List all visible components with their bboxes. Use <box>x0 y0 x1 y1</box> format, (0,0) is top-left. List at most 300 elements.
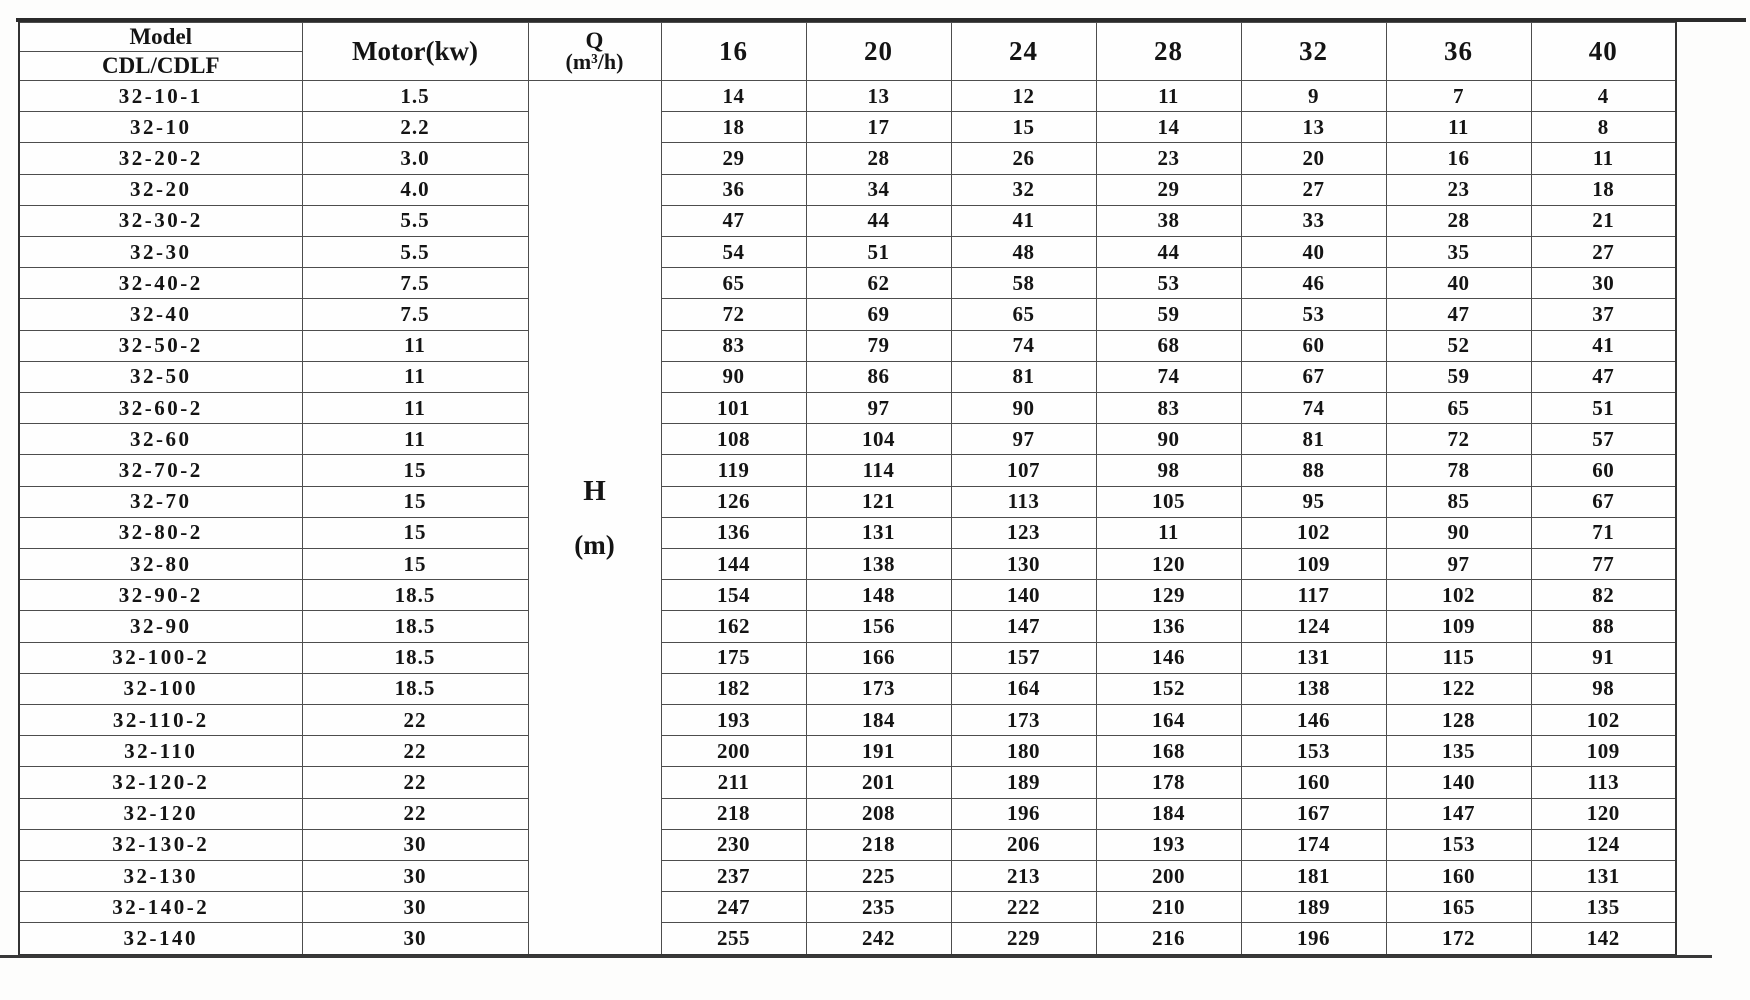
head-value-cell: 81 <box>951 361 1096 392</box>
head-value-cell: 35 <box>1386 237 1531 268</box>
head-value-cell: 157 <box>951 642 1096 673</box>
head-value-cell: 81 <box>1241 424 1386 455</box>
head-value-cell: 160 <box>1241 767 1386 798</box>
head-value-cell: 79 <box>806 330 951 361</box>
motor-power-cell: 11 <box>302 330 528 361</box>
head-value-cell: 126 <box>661 486 806 517</box>
head-value-cell: 88 <box>1241 455 1386 486</box>
model-cell: 32-60 <box>19 424 302 455</box>
head-value-cell: 208 <box>806 798 951 829</box>
head-value-cell: 173 <box>806 673 951 704</box>
head-value-cell: 67 <box>1241 361 1386 392</box>
head-value-cell: 11 <box>1386 112 1531 143</box>
flow-unit-label: (m³/h) <box>565 48 624 74</box>
head-value-cell: 101 <box>661 393 806 424</box>
head-value-cell: 131 <box>806 517 951 548</box>
head-value-cell: 115 <box>1386 642 1531 673</box>
head-value-cell: 44 <box>806 205 951 236</box>
model-cell: 32-30-2 <box>19 205 302 236</box>
motor-power-cell: 5.5 <box>302 237 528 268</box>
model-cell: 32-20 <box>19 174 302 205</box>
head-value-cell: 16 <box>1386 143 1531 174</box>
head-value-cell: 26 <box>951 143 1096 174</box>
model-cell: 32-130-2 <box>19 829 302 860</box>
head-value-cell: 108 <box>661 424 806 455</box>
head-value-cell: 235 <box>806 892 951 923</box>
head-value-cell: 83 <box>661 330 806 361</box>
head-value-cell: 193 <box>1096 829 1241 860</box>
head-value-cell: 164 <box>951 673 1096 704</box>
model-cell: 32-50 <box>19 361 302 392</box>
head-value-cell: 154 <box>661 580 806 611</box>
head-value-cell: 97 <box>806 393 951 424</box>
head-value-cell: 11 <box>1096 517 1241 548</box>
flow-symbol-label: Q <box>585 28 604 54</box>
table-row <box>19 673 1676 704</box>
head-value-cell: 142 <box>1531 923 1676 955</box>
head-value-cell: 9 <box>1241 81 1386 112</box>
head-value-cell: 138 <box>806 549 951 580</box>
head-value-cell: 162 <box>661 611 806 642</box>
model-cell: 32-100 <box>19 673 302 704</box>
head-value-cell: 15 <box>951 112 1096 143</box>
head-value-cell: 152 <box>1096 673 1241 704</box>
head-value-cell: 117 <box>1241 580 1386 611</box>
model-cell: 32-10-1 <box>19 81 302 112</box>
head-value-cell: 109 <box>1386 611 1531 642</box>
head-value-cell: 178 <box>1096 767 1241 798</box>
bottom-rule-line <box>0 955 1712 958</box>
head-value-cell: 12 <box>951 81 1096 112</box>
head-value-cell: 166 <box>806 642 951 673</box>
head-value-cell: 72 <box>1386 424 1531 455</box>
head-value-cell: 140 <box>951 580 1096 611</box>
table-row <box>19 861 1676 892</box>
head-value-cell: 153 <box>1386 829 1531 860</box>
head-value-cell: 129 <box>1096 580 1241 611</box>
table-row <box>19 455 1676 486</box>
motor-power-cell: 7.5 <box>302 299 528 330</box>
head-value-cell: 230 <box>661 829 806 860</box>
model-cell: 32-120 <box>19 798 302 829</box>
table-body <box>19 81 1676 956</box>
model-cell: 32-50-2 <box>19 330 302 361</box>
head-value-cell: 71 <box>1531 517 1676 548</box>
head-value-cell: 90 <box>1386 517 1531 548</box>
head-value-cell: 211 <box>661 767 806 798</box>
head-value-cell: 136 <box>661 517 806 548</box>
flow-column-header: 20 <box>806 23 951 81</box>
head-value-cell: 210 <box>1096 892 1241 923</box>
motor-power-cell: 30 <box>302 892 528 923</box>
table-row <box>19 705 1676 736</box>
table-row <box>19 923 1676 955</box>
head-value-cell: 78 <box>1386 455 1531 486</box>
head-value-cell: 62 <box>806 268 951 299</box>
head-value-cell: 180 <box>951 736 1096 767</box>
head-value-cell: 182 <box>661 673 806 704</box>
model-cell: 32-90-2 <box>19 580 302 611</box>
model-cell: 32-130 <box>19 861 302 892</box>
head-value-cell: 27 <box>1531 237 1676 268</box>
head-value-cell: 37 <box>1531 299 1676 330</box>
head-value-cell: 41 <box>951 205 1096 236</box>
table-row <box>19 517 1676 548</box>
motor-power-cell: 18.5 <box>302 642 528 673</box>
head-value-cell: 124 <box>1531 829 1676 860</box>
head-value-cell: 29 <box>661 143 806 174</box>
motor-power-cell: 22 <box>302 736 528 767</box>
head-value-cell: 74 <box>1241 393 1386 424</box>
motor-power-cell: 15 <box>302 486 528 517</box>
motor-power-cell: 18.5 <box>302 673 528 704</box>
head-value-cell: 60 <box>1241 330 1386 361</box>
motor-power-cell: 7.5 <box>302 268 528 299</box>
motor-power-cell: 18.5 <box>302 580 528 611</box>
head-value-cell: 20 <box>1241 143 1386 174</box>
head-value-cell: 242 <box>806 923 951 955</box>
table-row <box>19 268 1676 299</box>
head-value-cell: 53 <box>1241 299 1386 330</box>
motor-power-cell: 1.5 <box>302 81 528 112</box>
series-header-label: CDL/CDLF <box>19 52 302 81</box>
head-value-cell: 13 <box>1241 112 1386 143</box>
model-cell: 32-70 <box>19 486 302 517</box>
head-value-cell: 196 <box>951 798 1096 829</box>
head-value-cell: 138 <box>1241 673 1386 704</box>
head-value-cell: 13 <box>806 81 951 112</box>
head-value-cell: 189 <box>951 767 1096 798</box>
head-value-cell: 53 <box>1096 268 1241 299</box>
head-value-cell: 229 <box>951 923 1096 955</box>
head-value-cell: 102 <box>1386 580 1531 611</box>
motor-power-cell: 11 <box>302 361 528 392</box>
table-row <box>19 611 1676 642</box>
model-header-label: Model <box>19 23 302 52</box>
head-value-cell: 135 <box>1386 736 1531 767</box>
head-value-cell: 17 <box>806 112 951 143</box>
table-row <box>19 237 1676 268</box>
head-value-cell: 90 <box>661 361 806 392</box>
motor-power-cell: 2.2 <box>302 112 528 143</box>
head-value-cell: 146 <box>1096 642 1241 673</box>
table-row <box>19 330 1676 361</box>
head-value-cell: 68 <box>1096 330 1241 361</box>
head-value-cell: 60 <box>1531 455 1676 486</box>
table-row <box>19 486 1676 517</box>
head-value-cell: 206 <box>951 829 1096 860</box>
head-value-cell: 131 <box>1241 642 1386 673</box>
head-value-cell: 48 <box>951 237 1096 268</box>
model-cell: 32-90 <box>19 611 302 642</box>
head-value-cell: 47 <box>1386 299 1531 330</box>
motor-power-cell: 30 <box>302 861 528 892</box>
head-value-cell: 181 <box>1241 861 1386 892</box>
head-value-cell: 218 <box>661 798 806 829</box>
head-value-cell: 119 <box>661 455 806 486</box>
flow-column-header: 24 <box>951 23 1096 81</box>
model-cell: 32-80-2 <box>19 517 302 548</box>
table-row <box>19 393 1676 424</box>
model-cell: 32-110-2 <box>19 705 302 736</box>
head-value-cell: 90 <box>951 393 1096 424</box>
head-value-cell: 114 <box>806 455 951 486</box>
head-value-cell: 77 <box>1531 549 1676 580</box>
table-row <box>19 143 1676 174</box>
head-value-cell: 54 <box>661 237 806 268</box>
head-value-cell: 11 <box>1096 81 1241 112</box>
head-unit-label: (m) <box>574 529 615 560</box>
head-value-cell: 21 <box>1531 205 1676 236</box>
head-value-cell: 4 <box>1531 81 1676 112</box>
head-value-cell: 58 <box>951 268 1096 299</box>
flow-column-header: 40 <box>1531 23 1676 81</box>
head-value-cell: 51 <box>1531 393 1676 424</box>
head-value-cell: 200 <box>661 736 806 767</box>
model-cell: 32-70-2 <box>19 455 302 486</box>
head-value-cell: 191 <box>806 736 951 767</box>
head-value-cell: 40 <box>1386 268 1531 299</box>
head-value-cell: 247 <box>661 892 806 923</box>
model-cell: 32-40-2 <box>19 268 302 299</box>
head-value-cell: 184 <box>806 705 951 736</box>
head-value-cell: 46 <box>1241 268 1386 299</box>
head-value-cell: 120 <box>1096 549 1241 580</box>
table-row <box>19 299 1676 330</box>
table-row <box>19 892 1676 923</box>
head-value-cell: 102 <box>1531 705 1676 736</box>
table-header <box>19 23 1676 81</box>
head-value-cell: 173 <box>951 705 1096 736</box>
head-value-cell: 97 <box>1386 549 1531 580</box>
head-value-cell: 59 <box>1386 361 1531 392</box>
model-cell: 32-80 <box>19 549 302 580</box>
head-value-cell: 184 <box>1096 798 1241 829</box>
head-value-cell: 237 <box>661 861 806 892</box>
head-value-cell: 82 <box>1531 580 1676 611</box>
table-row <box>19 549 1676 580</box>
head-value-cell: 122 <box>1386 673 1531 704</box>
head-value-cell: 147 <box>951 611 1096 642</box>
head-value-cell: 113 <box>1531 767 1676 798</box>
head-value-cell: 196 <box>1241 923 1386 955</box>
motor-power-cell: 15 <box>302 549 528 580</box>
model-cell: 32-20-2 <box>19 143 302 174</box>
model-cell: 32-120-2 <box>19 767 302 798</box>
head-value-cell: 65 <box>661 268 806 299</box>
motor-power-cell: 30 <box>302 923 528 955</box>
head-value-cell: 135 <box>1531 892 1676 923</box>
head-value-cell: 222 <box>951 892 1096 923</box>
table-row <box>19 424 1676 455</box>
head-value-cell: 148 <box>806 580 951 611</box>
model-cell: 32-140-2 <box>19 892 302 923</box>
head-value-cell: 41 <box>1531 330 1676 361</box>
motor-power-cell: 11 <box>302 424 528 455</box>
head-symbol-label: H <box>583 474 606 507</box>
table-row <box>19 205 1676 236</box>
model-cell: 32-40 <box>19 299 302 330</box>
head-value-cell: 32 <box>951 174 1096 205</box>
head-value-cell: 29 <box>1096 174 1241 205</box>
motor-power-cell: 4.0 <box>302 174 528 205</box>
head-value-cell: 27 <box>1241 174 1386 205</box>
model-cell: 32-100-2 <box>19 642 302 673</box>
head-value-cell: 124 <box>1241 611 1386 642</box>
table-row <box>19 361 1676 392</box>
head-value-cell: 51 <box>806 237 951 268</box>
head-value-cell: 123 <box>951 517 1096 548</box>
head-value-cell: 91 <box>1531 642 1676 673</box>
head-value-cell: 18 <box>1531 174 1676 205</box>
head-value-cell: 83 <box>1096 393 1241 424</box>
head-value-cell: 47 <box>1531 361 1676 392</box>
head-value-cell: 14 <box>1096 112 1241 143</box>
table-row <box>19 580 1676 611</box>
motor-power-cell: 30 <box>302 829 528 860</box>
head-value-cell: 193 <box>661 705 806 736</box>
head-value-cell: 189 <box>1241 892 1386 923</box>
head-value-cell: 156 <box>806 611 951 642</box>
head-value-cell: 44 <box>1096 237 1241 268</box>
head-value-cell: 144 <box>661 549 806 580</box>
head-value-cell: 33 <box>1241 205 1386 236</box>
table-row <box>19 798 1676 829</box>
pump-performance-table <box>18 22 1677 956</box>
head-value-cell: 57 <box>1531 424 1676 455</box>
head-value-cell: 65 <box>951 299 1096 330</box>
head-value-cell: 95 <box>1241 486 1386 517</box>
head-value-cell: 168 <box>1096 736 1241 767</box>
head-value-cell: 146 <box>1241 705 1386 736</box>
table-row <box>19 767 1676 798</box>
head-value-cell: 69 <box>806 299 951 330</box>
head-value-cell: 107 <box>951 455 1096 486</box>
head-value-cell: 90 <box>1096 424 1241 455</box>
table-row <box>19 81 1676 112</box>
motor-power-cell: 15 <box>302 517 528 548</box>
head-value-cell: 131 <box>1531 861 1676 892</box>
head-value-cell: 113 <box>951 486 1096 517</box>
head-value-cell: 98 <box>1531 673 1676 704</box>
head-value-cell: 28 <box>806 143 951 174</box>
flow-column-header: 32 <box>1241 23 1386 81</box>
head-value-cell: 216 <box>1096 923 1241 955</box>
head-value-cell: 174 <box>1241 829 1386 860</box>
head-value-cell: 175 <box>661 642 806 673</box>
head-value-cell: 67 <box>1531 486 1676 517</box>
flow-header-label <box>528 23 661 81</box>
head-value-cell: 140 <box>1386 767 1531 798</box>
head-value-cell: 11 <box>1531 143 1676 174</box>
head-value-cell: 201 <box>806 767 951 798</box>
head-value-cell: 165 <box>1386 892 1531 923</box>
table-row <box>19 736 1676 767</box>
table-row <box>19 829 1676 860</box>
head-value-cell: 18 <box>661 112 806 143</box>
head-value-cell: 97 <box>951 424 1096 455</box>
model-cell: 32-140 <box>19 923 302 955</box>
head-value-cell: 40 <box>1241 237 1386 268</box>
head-value-cell: 23 <box>1386 174 1531 205</box>
head-value-cell: 200 <box>1096 861 1241 892</box>
head-value-cell: 28 <box>1386 205 1531 236</box>
flow-column-header: 16 <box>661 23 806 81</box>
head-value-cell: 30 <box>1531 268 1676 299</box>
head-value-cell: 147 <box>1386 798 1531 829</box>
head-value-cell: 109 <box>1241 549 1386 580</box>
head-value-cell: 38 <box>1096 205 1241 236</box>
head-value-cell: 34 <box>806 174 951 205</box>
motor-power-cell: 5.5 <box>302 205 528 236</box>
head-value-cell: 52 <box>1386 330 1531 361</box>
head-value-cell: 98 <box>1096 455 1241 486</box>
head-value-cell: 88 <box>1531 611 1676 642</box>
head-value-cell: 105 <box>1096 486 1241 517</box>
head-value-cell: 225 <box>806 861 951 892</box>
head-value-cell: 172 <box>1386 923 1531 955</box>
head-value-cell: 128 <box>1386 705 1531 736</box>
head-value-cell: 14 <box>661 81 806 112</box>
head-value-cell: 121 <box>806 486 951 517</box>
head-value-cell: 136 <box>1096 611 1241 642</box>
table-row <box>19 174 1676 205</box>
motor-power-cell: 3.0 <box>302 143 528 174</box>
head-value-cell: 120 <box>1531 798 1676 829</box>
head-value-cell: 109 <box>1531 736 1676 767</box>
head-value-cell: 255 <box>661 923 806 955</box>
head-value-cell: 85 <box>1386 486 1531 517</box>
flow-column-header: 36 <box>1386 23 1531 81</box>
motor-power-cell: 22 <box>302 705 528 736</box>
head-value-cell: 47 <box>661 205 806 236</box>
head-value-cell: 130 <box>951 549 1096 580</box>
head-value-cell: 104 <box>806 424 951 455</box>
model-cell: 32-10 <box>19 112 302 143</box>
head-value-cell: 23 <box>1096 143 1241 174</box>
head-value-cell: 86 <box>806 361 951 392</box>
head-value-cell: 218 <box>806 829 951 860</box>
motor-power-cell: 11 <box>302 393 528 424</box>
head-value-cell: 74 <box>1096 361 1241 392</box>
model-cell: 32-30 <box>19 237 302 268</box>
head-value-cell: 74 <box>951 330 1096 361</box>
table-row <box>19 642 1676 673</box>
head-unit-cell <box>528 81 661 956</box>
head-value-cell: 153 <box>1241 736 1386 767</box>
motor-power-cell: 22 <box>302 767 528 798</box>
motor-power-cell: 15 <box>302 455 528 486</box>
head-value-cell: 59 <box>1096 299 1241 330</box>
head-value-cell: 36 <box>661 174 806 205</box>
motor-power-cell: 22 <box>302 798 528 829</box>
head-value-cell: 72 <box>661 299 806 330</box>
motor-power-cell: 18.5 <box>302 611 528 642</box>
flow-column-header: 28 <box>1096 23 1241 81</box>
head-value-cell: 102 <box>1241 517 1386 548</box>
head-value-cell: 8 <box>1531 112 1676 143</box>
header-row-top <box>19 23 1676 52</box>
model-cell: 32-110 <box>19 736 302 767</box>
head-value-cell: 7 <box>1386 81 1531 112</box>
motor-header-label: Motor(kw) <box>302 23 528 81</box>
head-value-cell: 160 <box>1386 861 1531 892</box>
model-cell: 32-60-2 <box>19 393 302 424</box>
head-value-cell: 164 <box>1096 705 1241 736</box>
head-value-cell: 213 <box>951 861 1096 892</box>
head-value-cell: 167 <box>1241 798 1386 829</box>
head-value-cell: 65 <box>1386 393 1531 424</box>
